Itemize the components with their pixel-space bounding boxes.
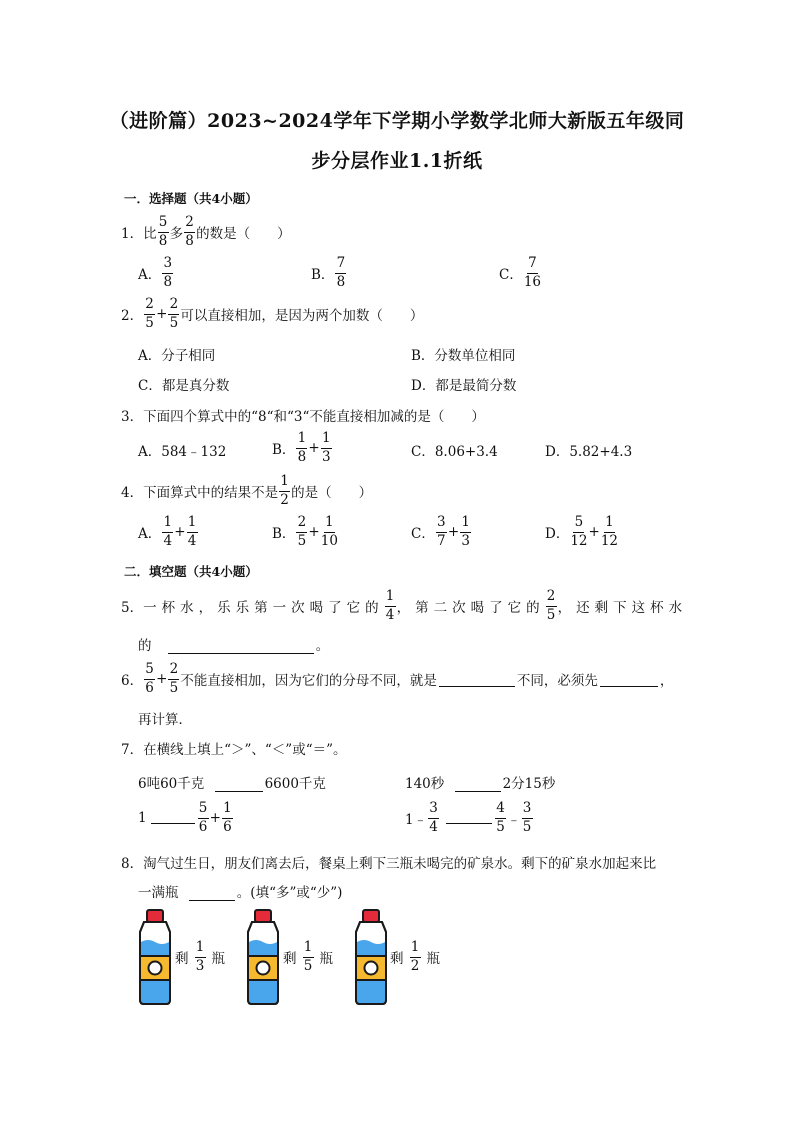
water-bottle-icon [352, 908, 390, 1006]
question-3: 3．下面四个算式中的“8“和“3“不能直接相加减的是（ ） [121, 409, 485, 425]
q4-option-c: C． $\frac{3}{7}$ + $\frac{1}{3}$ [411, 514, 470, 549]
answer-blank[interactable] [168, 639, 314, 654]
question-4 [121, 475, 372, 507]
q4-option-b: B． $\frac{2}{5}$ + $\frac{1}{10}$ [272, 514, 338, 549]
q4-option-a: A． $\frac{1}{4}$ + $\frac{1}{4}$ [138, 514, 197, 549]
q3-option-a: A．584﹣132 [138, 444, 227, 460]
question-text: ， [659, 673, 674, 689]
fraction: $\frac{2}{5}$ [169, 296, 179, 331]
q7-row2-a: 1 $\frac{5}{6}$ + $\frac{1}{6}$ [138, 800, 232, 835]
question-text: 下面算式中的结果不是 [143, 485, 279, 501]
question-7: 7．在横线上填上“＞”、“＜”或“＝”。 [121, 742, 347, 758]
q2-option-a: A．分子相同 [138, 348, 216, 364]
q8-line2: 一满瓶 。(填“多”或“少”) [138, 885, 343, 901]
q3-option-d: D．5.82+4.3 [545, 444, 633, 460]
q2-option-c: C．都是真分数 [138, 378, 230, 394]
question-text: 的是（ ） [291, 485, 373, 501]
question-text: 比 [143, 226, 157, 242]
question-8: 8．淘气过生日，朋友们离去后，餐桌上剩下三瓶未喝完的矿泉水。剩下的矿泉水加起来比 [121, 856, 657, 872]
question-2 [121, 298, 423, 330]
fraction: $\frac{2}{5}$ [145, 296, 154, 331]
bottle-label-2: 剩 $\frac{1}{5}$ 瓶 [283, 939, 333, 974]
answer-blank[interactable] [215, 777, 263, 792]
fraction: $\frac{1}{4}$ [385, 588, 395, 623]
bottle-label-3: 剩 $\frac{1}{2}$ 瓶 [390, 939, 440, 974]
question-number: 5． [121, 600, 144, 616]
q2-option-b: B．分数单位相同 [411, 348, 516, 364]
question-text: 不能直接相加，因为它们的分母不同，就是 [180, 673, 437, 689]
question-text: ，还剩下这杯水 [557, 600, 688, 616]
fraction: $\frac{2}{8}$ [185, 214, 194, 249]
fraction: $\frac{2}{5}$ [169, 661, 179, 696]
q3-option-c: C．8.06+3.4 [411, 444, 498, 460]
q1-option-a: A． $\frac{3}{8}$ [138, 255, 173, 290]
q5-line2: 的 。 [138, 638, 330, 654]
q1-option-c: C． $\frac{7}{16}$ [499, 255, 542, 290]
section-heading-fill: 二．填空题（共4小题） [124, 564, 258, 579]
q7-row2-b: 1﹣ $\frac{3}{4}$ $\frac{4}{5}$ ﹣ $\frac{3}{5}$ [405, 800, 532, 835]
answer-blank[interactable] [151, 813, 195, 824]
question-1 [121, 216, 291, 248]
question-text: 不同，必须先 [516, 673, 598, 689]
question-text: 多 [169, 226, 184, 242]
fraction: $\frac{1}{2}$ [280, 473, 289, 508]
fraction: $\frac{2}{5}$ [546, 588, 556, 623]
answer-blank[interactable] [455, 777, 501, 792]
plus-sign: + [156, 306, 168, 322]
question-number: 1． [121, 226, 144, 242]
question-6 [121, 663, 673, 695]
water-bottle-icon [244, 908, 282, 1006]
plus-sign: + [156, 671, 168, 687]
question-number: 2． [121, 308, 144, 324]
page-title-line2: 步分层作业1.1折纸 [311, 150, 483, 172]
bottle-label-1: 剩 $\frac{1}{3}$ 瓶 [175, 939, 225, 974]
q1-option-b: B． $\frac{7}{8}$ [311, 255, 346, 290]
answer-blank[interactable] [189, 886, 235, 901]
q7-row1-a: 6吨60千克 6600千克 [138, 776, 326, 792]
question-text: 的数是（ ） [196, 226, 291, 242]
q3-option-b: B． $\frac{1}{8}$ + $\frac{1}{3}$ [272, 430, 331, 465]
answer-blank[interactable] [446, 813, 492, 824]
fraction: $\frac{5}{6}$ [145, 661, 154, 696]
question-number: 6． [121, 673, 144, 689]
q7-row1-b: 140秒 2分15秒 [405, 776, 556, 792]
question-text: 可以直接相加，是因为两个加数（ ） [180, 308, 424, 324]
question-number: 4． [121, 485, 144, 501]
q2-option-d: D．都是最简分数 [411, 378, 517, 394]
question-text: ，第二次喝了它的 [396, 600, 545, 616]
page-title-line1: （进阶篇）2023~2024学年下学期小学数学北师大新版五年级同 [109, 110, 685, 132]
question-5 [121, 590, 687, 622]
q6-line2: 再计算． [138, 712, 192, 728]
answer-blank[interactable] [439, 672, 515, 687]
water-bottle-icon [136, 908, 174, 1006]
q4-option-d: D． $\frac{5}{12}$ + $\frac{1}{12}$ [545, 514, 619, 549]
question-text: 一杯水，乐乐第一次喝了它的 [143, 600, 384, 616]
fraction: $\frac{5}{8}$ [158, 214, 168, 249]
section-heading-choice: 一．选择题（共4小题） [124, 191, 258, 206]
answer-blank[interactable] [600, 672, 658, 687]
